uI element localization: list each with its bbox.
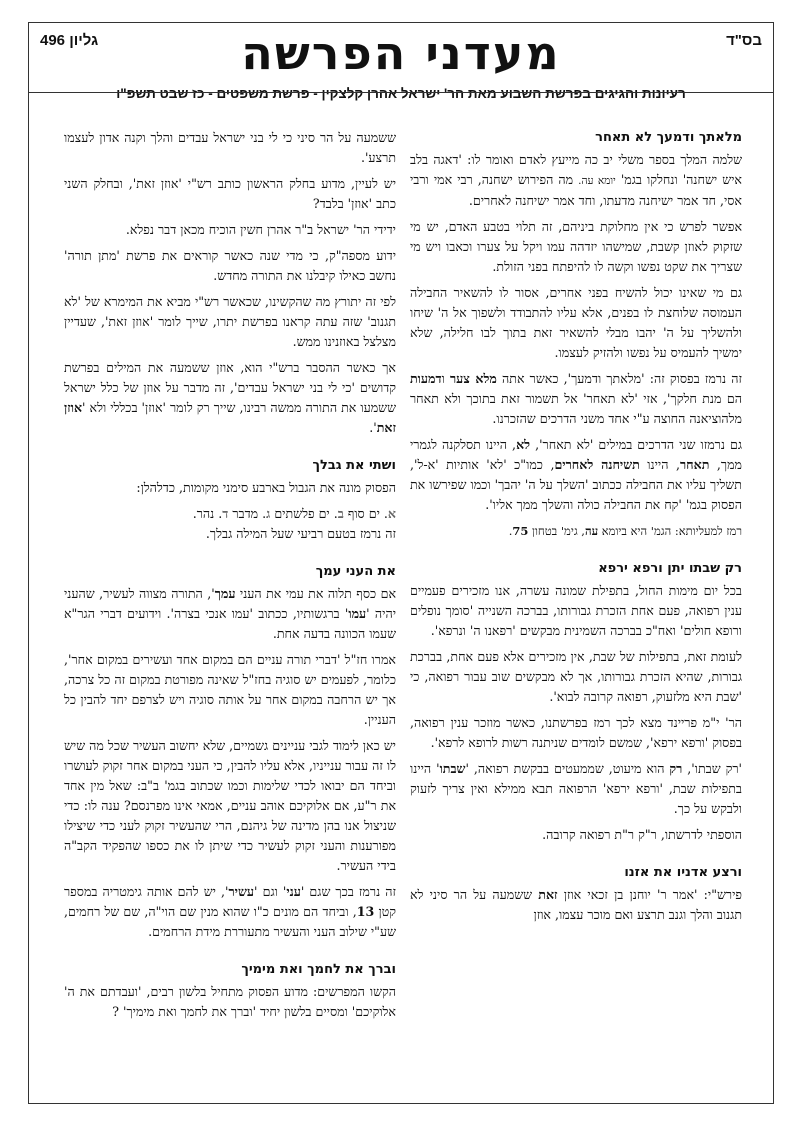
paragraph: זה נרמז בפסוק זה: 'מלאתך ודמעך', כאשר אתה מלא צער ודמעות הם מנת חלקך', אזי 'לא תאחר' אל תשמור זאת בתוכך ולא תאחר מלהוציאנה החוצה ע"י אחד משני הדרכים שהזכרנו. (410, 371, 743, 426)
paragraph: לעומת זאת, בתפילות של שבת, אין מזכירים אלא פעם אחת, בברכת גבורות, שהיא הזכרת גבורותו, אך לא מבקשים שוב עבור רפואה, כי 'שבת היא מלזעוק, רפואה קרובה לבוא'. (410, 649, 742, 704)
paragraph: הוספתי לדרשתו, ר"ק ר"ת רפואה קרובה. (542, 827, 742, 842)
paragraph: הפסוק מונה את הגבול בארבע סימני מקומות, כדלהלן: (136, 480, 396, 495)
section-title: מלאתך ודמעך לא תאחר (595, 130, 742, 145)
paragraph: בכל יום מימות החול, בתפילת שמונה עשרה, אנו מזכירים פעמיים ענין רפואה, פעם אחת הזכרת גבורותו, בברכה השנייה 'סומך נופלים ורופא חולים' ואח"כ בברכה השמינית מבקשים 'רפאנו ה' ונרפא'. (410, 583, 742, 638)
paragraph: לפי זה יתורץ מה שהקשינו, שכאשר רש"י מביא את המימרא של 'לא תגנוב' שזה עתה קראנו בפרשת יתרו, שייך לומר 'אוזן זאת', שעדיין מצלצל באוזנינו ממש. (64, 294, 396, 349)
paragraph: אפשר לפרש כי אין מחלוקת ביניהם, זה תלוי בטבע האדם, יש מי שזקוק לאוזן קשבת, שמישהו יזדהה עמו ויקל על צערו וכאבו ויש מי שצריך את שקט נפשו וקשה לו להיפתח בפני הזולת. (410, 219, 742, 274)
paragraph: אם כסף תלוה את עמי את העני עמך', התורה מצווה לעשיר, שהעני יהיה 'עמו' ברגשותיו, ככתוב 'עמו אנכי בצרה'. וידועים דברי הגר"א שעמו הכוונה בדעה אחת. (64, 586, 397, 641)
paragraph: אך כאשר ההסבר ברש"י הוא, אוזן ששמעה את המילים בפרשת קדושים 'כי לי בני ישראל עבדים', זה מדבר על אוזן של כלל ישראל ששמעו את התורה ממשה רבינו, שייך רק לומר 'אוזן' בכללי ולא 'אוזן זאת'. (64, 360, 396, 435)
source-ref: יומא עה. (578, 175, 616, 187)
paragraph: יש כאן לימוד לגבי עניינים גשמיים, שלא יחשוב העשיר שכל מה שיש לו זה עבור ענייניו, אלא עליו להבין, כי העני במקום אחר זקוק לעושרו וביחד הם יבואו לכדי שלימות וכמו שכתוב בגמ' ב"ב: שאל מין אחד את ר"ע, אם אלוקיכם אוהב עניים, אמאי אינו מפרנסם? ענה לו: כדי שניצול אנו בהן מדינה של גיהנם, הרי שהעשיר זקוק לעני כדי שיצילו מפורענות והעני זקוק לעשיר כדי שיתן לו את כספו שהפקיד הקב"ה בידי העשיר. (64, 738, 396, 873)
issue-number: גליון 496 (40, 32, 99, 49)
paragraph: גם מי שאינו יכול להשיח בפני אחרים, אסור לו להשאיר החבילה העמוסה שלוחצת לו בפנים, אלא עליו להתבודד ולשפוך אל ה' שיחו ולהשליך על ה' יהבו מבלי להשאיר זאת בתוך לבו חלילה, שלא ימשיך להעמיס על נפשו ולהזיק לעצמו. (410, 285, 742, 360)
border-list: א. ים סוף ב. ים פלשתים ג. מדבר ד. נהר. (192, 506, 396, 521)
header-divider (28, 92, 774, 93)
masthead (28, 22, 774, 106)
section-title: ושתי את גבלך (312, 458, 396, 473)
paragraph: שלמה המלך בספר משלי יב כה מייעץ לאדם ואומר לו: 'דאגה בלב איש ישחנה' ונחלקו בגמ' יומא עה. מה הפירוש ישחנה, רבי אמי ורבי אסי, חד אמר ישיחנה מדעתו, וחד אמר ישיחנה לאחרים. (410, 152, 742, 208)
paragraph: גם נרמזו שני הדרכים במילים 'לא תאחר', לא, היינו תסלקנה לגמרי ממך, תאחר, היינו תשיחנה לאחרים, כמו"כ 'לא' אותיות 'א-ל', תשליך עליו את החבילה ככתוב 'השלך על ה' יהבך' וכמו שפירשו את הפסוק בגמ' 'קח את החבילה כולה והשלך ממך אליו'. (410, 437, 743, 512)
paragraph: ידוע מספה"ק, כי מדי שנה כאשר קוראים את פרשת 'מתן תורה' נחשב כאילו קיבלנו את התורה מחדש. (64, 248, 396, 283)
paragraph: פירש"י: 'אמר ר' יוחנן בן זכאי אוזן זאת ששמעה על הר סיני לא תגנוב והלך וגנב תרצע ואם מוכר עצמו, אוזן (410, 887, 742, 922)
paragraph: ששמעה על הר סיני כי לי בני ישראל עבדים והלך וקנה אדון לעצמו תרצע'. (64, 130, 396, 165)
right-column (410, 128, 742, 931)
paragraph: יש לעיין, מדוע בחלק הראשון כותב רש"י 'אוזן זאת', ובחלק השני כתב 'אוזן' בלבד? (64, 176, 396, 211)
left-column (64, 128, 396, 1028)
bsd-mark: בס"ד (726, 32, 762, 49)
newsletter-subtitle: רעיונות והגיגים בפרשת השבוע מאת הר' ישראל אהרן קלצקין - פרשת משפטים - כז שבט תשפ"ו (116, 86, 686, 101)
paragraph: רמז למעליותא: הגמ' היא ביומא עה, גימ' בטחון 75. (508, 524, 742, 538)
paragraph: זה נרמז בטעם רביעי שעל המילה גבלך. (205, 526, 396, 541)
paragraph: הר' י"מ פריינד מצא לכך רמז בפרשתנו, כאשר מוזכר ענין רפואה, בפסוק 'ורפא ירפא', שמשם לומדים שניתנה רשות לרופא לרפא'. (410, 715, 742, 750)
section-title: את העני עמך (315, 564, 396, 579)
paragraph: אמרו חז"ל 'דברי תורה עניים הם במקום אחד ועשירים במקום אחר', כלומר, לפעמים יש סוגיה בחז"ל שאינה מפורטת במקום זה כל צרכה, אך יש הרחבה במקום אחר על אותה סוגיה ויש לצרפם יחד להבין כל העניין. (64, 652, 396, 727)
paragraph: 'רק שבתו', רק הוא מיעוט, שממעטים בבקשת רפואה, 'שבתו' היינו בתפילות שבת, 'ורפא ירפא' הרפואה תבא ממילא ואין צריך לזעוק ולבקש על כך. (410, 761, 742, 816)
section-title: וברך את לחמך ואת מימיך (241, 962, 396, 977)
newsletter-title: מעדני הפרשה (241, 26, 561, 80)
section-title: רק שבתו יתן ורפא ירפא (598, 561, 742, 576)
paragraph: ידידי הר' ישראל ב"ר אהרן חשין הוכיח מכאן דבר נפלא. (125, 222, 396, 237)
paragraph: זה נרמז בכך שגם 'עני' וגם 'עשיר', יש להם אותה גימטריה במספר קטן 13, וביחד הם מונים כ"ו שהוא מנין שם הוי"ה, שם של רחמים, שע"י שילוב העני והעשיר מתעוררת מידת הרחמים. (64, 884, 396, 939)
paragraph: הקשו המפרשים: מדוע הפסוק מתחיל בלשון רבים, 'ועבדתם את ה' אלוקיכם' ומסיים בלשון יחיד 'וברך את לחמך ואת מימיך' ? (64, 984, 396, 1019)
section-title: ורצע אדניו את אזנו (624, 865, 742, 880)
